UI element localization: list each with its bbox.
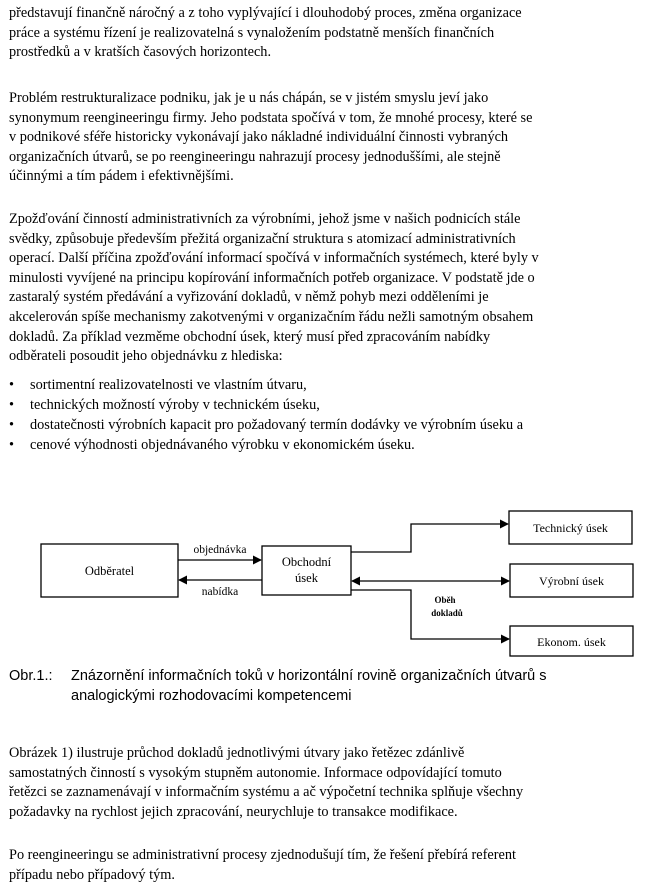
text-line: účinnými a tím pádem i efektivnějšími. — [9, 168, 234, 185]
text-line: odběrateli posoudit jeho objednávku z hlediska: — [9, 348, 283, 365]
text-line: v podnikové sféře historicky vykonávají jako nákladné individuální činnosti vybraných — [9, 129, 509, 146]
odberatel-label: Odběratel — [84, 564, 135, 578]
technicky-flow-arrow — [351, 524, 508, 552]
bullet-list — [9, 375, 649, 455]
bullet-item: • technických možností výroby v technickém úseku, — [9, 395, 649, 415]
text-line: svědky, způsobuje především přežitá organizační struktura s atomizací administrativních — [9, 230, 516, 247]
text-line: práce a systému řízení je realizovatelná s vynaložením podstatně menších finančních — [9, 24, 495, 41]
caption-line1: Znázornění informačních toků v horizontální rovině organizačních útvarů s — [71, 668, 547, 684]
text-line: operací. Další příčina zpožďování informací spočívá v informačních systémech, které byly v — [9, 250, 539, 267]
caption-label: Obr.1.: — [9, 668, 53, 684]
paragraph-3 — [9, 210, 649, 367]
paragraph-5 — [9, 846, 649, 885]
obeh-label-line1: Oběh — [434, 595, 456, 605]
text-line: zastaralý systém předávání a vyřizování dokladů, v němž pohyb mezi odděleními je — [9, 289, 489, 306]
caption-line2: analogickými rozhodovacími kompetencemi — [71, 688, 352, 704]
paragraph-2 — [9, 89, 649, 187]
text-line: Obrázek 1) ilustruje průchod dokladů jednotlivými útvary jako řetězec zdánlivě — [9, 745, 465, 761]
ekonom-usek-label: Ekonom. úsek — [537, 635, 606, 649]
information-flow-diagram — [0, 500, 656, 660]
technicky-usek-label: Technický úsek — [533, 521, 608, 535]
text-line: dokladů. Za příklad vezměme obchodní úsek, který musí před zpracováním nabídky — [9, 328, 491, 345]
text-line: synonymum reengineeringu firmy. Jeho podstata spočívá v tom, že mnohé procesy, které se — [9, 109, 533, 126]
text-line: prostředků a v kratších časových horizontech. — [9, 44, 272, 61]
text-line: samostatných činností s vysokým stupněm autonomie. Informace odpovídající tomuto — [9, 764, 502, 781]
text-line: minulosti vyvíjené na principu kopírování informačních potřeb organizace. V podstatě jde o — [9, 269, 535, 286]
text-line: organizačních útvarů, se po reengineeringu nahrazují procesy jednoduššími, ale stejně — [9, 148, 501, 165]
objednavka-label: objednávka — [193, 544, 247, 556]
figure-caption — [9, 666, 649, 706]
text-line: Problém restrukturalizace podniku, jak je u nás chápán, se v jistém smyslu jeví jako — [9, 90, 489, 106]
text-line: případu nebo případový tým. — [9, 866, 175, 883]
vyrobni-usek-label: Výrobní úsek — [539, 574, 604, 588]
bullet-item: • dostatečnosti výrobních kapacit pro požadovaný termín dodávky ve výrobním úseku a — [9, 415, 649, 435]
nabidka-label: nabídka — [201, 586, 239, 598]
paragraph-4 — [9, 744, 649, 822]
text-line: Zpožďování činností administrativních za výrobními, jehož jsme v našich podnicích stále — [9, 211, 521, 227]
ekonom-flow-arrow — [351, 590, 509, 639]
bullet-item: • cenové výhodnosti objednávaného výrobku v ekonomickém úseku. — [9, 435, 649, 455]
paragraph-1 — [9, 4, 649, 63]
text-line: požadavky na rychlost jejich zpracování, neurychluje to transakce modifikace. — [9, 803, 458, 820]
text-line: akcelerován spíše mechanismy zakotvenými v organizačním řádu nežli samotným obsahem — [9, 308, 534, 325]
text-line: řetězci se zaznamenávají v informačním systému a ač výpočetní technika splňuje všechny — [9, 784, 524, 801]
obeh-label-line2: dokladů — [431, 608, 463, 618]
text-line: Po reengineeringu se administrativní procesy zjednodušují tím, že řešení přebírá referent — [9, 847, 516, 863]
text-line: představují finančně náročný a z toho vyplývající i dlouhodobý proces, změna organizace — [9, 5, 522, 21]
obchodni-usek-label-line1: Obchodní — [281, 555, 332, 569]
obchodni-usek-label-line2: úsek — [295, 571, 318, 585]
bullet-item: • sortimentní realizovatelnosti ve vlastním útvaru, — [9, 375, 649, 395]
